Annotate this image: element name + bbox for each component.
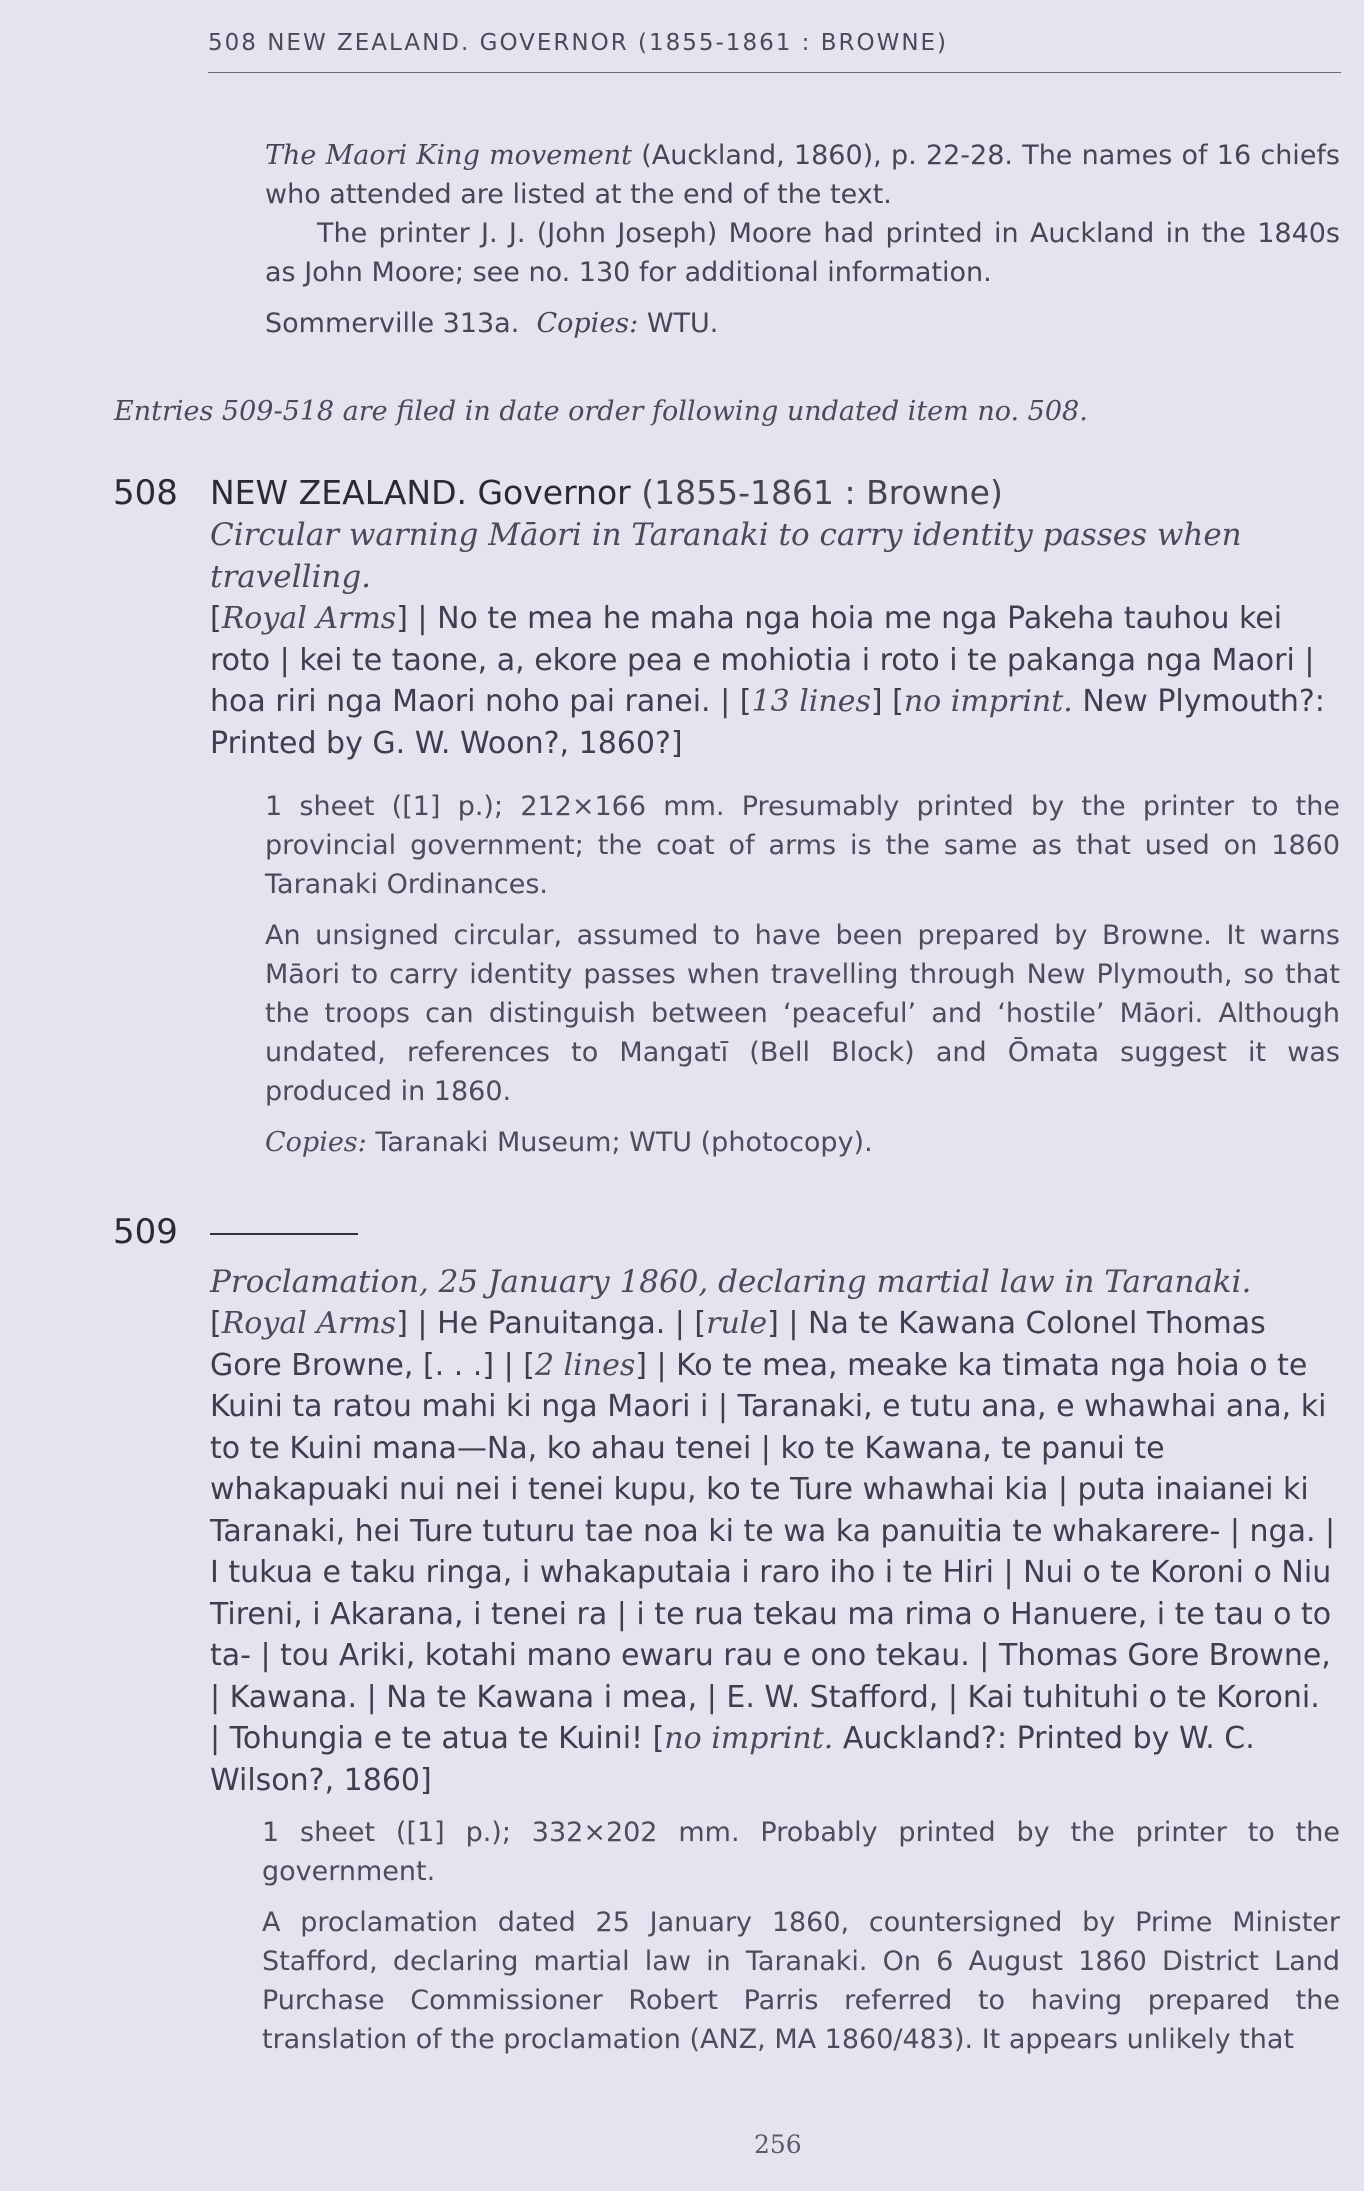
running-head: 508 NEW ZEALAND. GOVERNOR (1855-1861 : BROWNE)	[208, 30, 949, 56]
entry-509	[210, 1212, 1338, 1801]
entry-509-note: A proclamation dated 25 January 1860, countersigned by Prime Minister Stafford, declaring martial law in Taranaki. On 6 August 1860 District Land Purchase Commissioner Robert Parris referred to having prepared the translation of the proclamation (ANZ, MA 1860/483). It appears unlikely that	[262, 1907, 1340, 2055]
entry-508-note: An unsigned circular, assumed to have been prepared by Browne. It warns Māori to carry identity passes when travelling through New Plymouth, so that the troops can distinguish between ‘peaceful’ and ‘hostile’ Māori. Although undated, references to Mangatī (Bell Block) and Ōmata suggest it was produced in 1860.	[265, 920, 1340, 1107]
previous-entry-copies-label: Copies:	[536, 308, 639, 339]
previous-entry-source	[265, 136, 1340, 214]
transcript-run: [	[210, 1306, 222, 1341]
page-number: 256	[754, 2130, 802, 2159]
previous-entry-reference-line	[265, 304, 1340, 343]
entry-508-number: 508	[113, 473, 178, 513]
transcript-run: ] | No te mea he maha nga hoia me nga Pakeha tauhou kei roto | kei te taone, a, ekore pea e mohiotia i roto i te pakanga nga Maori | hoa riri nga Maori noho pai ranei. | [	[210, 601, 1315, 719]
repeated-heading-rule	[210, 1233, 358, 1235]
transcript-run: ] | Na te Kawana Colonel Thomas Gore Browne, [. . .] | [	[210, 1306, 1266, 1383]
transcript-run: no imprint.	[664, 1721, 834, 1756]
entry-508-heading	[210, 473, 1338, 512]
transcript-run: ] | Ko te mea, meake ka timata nga hoia o te Kuini ta ratou mahi ki nga Maori i | Taranaki, e tutu ana, e whawhai ana, ki to te Kuini mana—Na, ko ahau tenei | ko te Kawana, te panui te whakapuaki nui nei i tenei kupu, ko te Ture whawhai kia | puta inaianei ki Taranaki, hei Ture tuturu tae noa ki te wa ka panuitia te whakarere- | nga. | I tukua e taku ringa, i whakaputaia i raro iho i te Hiri | Nui o te Koroni o Niu Tireni, i Akarana, i tenei ra | i te rua tekau ma rima o Hanuere, i te tau o to ta- | tou Ariki, kotahi mano ewaru rau e ono tekau. | Thomas Gore Browne, | Kawana. | Na te Kawana i mea, | E. W. Stafford, | Kai tuhituhi o te Koroni. | Tohungia e te atua te Kuini! [	[210, 1347, 1336, 1756]
running-head-rule	[208, 72, 1341, 73]
previous-entry-reference: Sommerville 313a.	[265, 308, 520, 339]
entry-508-description	[265, 787, 1340, 1162]
previous-entry-title: The Maori King movement	[265, 140, 632, 171]
transcript-run: Royal Arms	[221, 601, 397, 636]
transcript-run: Royal Arms	[221, 1306, 397, 1341]
transcript-run: Auckland?: Printed by W. C. Wilson?, 1860]	[210, 1721, 1255, 1798]
transcript-run: no imprint.	[903, 684, 1073, 719]
entry-508-copies-label: Copies:	[265, 1127, 367, 1158]
filing-note: Entries 509-518 are filed in date order following undated item no. 508.	[114, 396, 1088, 427]
transcript-run: 13 lines	[751, 684, 871, 719]
transcript-run: New Plymouth?: Printed by G. W. Woon?, 1860?]	[210, 684, 1325, 761]
entry-508	[210, 473, 1338, 764]
transcript-run: ] | He Panuitanga. | [	[396, 1306, 707, 1341]
previous-entry-continuation	[265, 136, 1340, 343]
entry-509-heading	[210, 1212, 1338, 1251]
entry-508-copies-value: Taranaki Museum; WTU (photocopy).	[366, 1127, 873, 1158]
previous-entry-source-detail: (Auckland, 1860), p. 22-28. The names of 16 chiefs who attended are listed at the end of the text.	[265, 140, 1340, 210]
entry-509-description	[262, 1813, 1340, 2059]
entry-508-heading-period: (1855-1861 : Browne)	[630, 473, 1003, 512]
previous-entry-copies-value: WTU.	[638, 308, 719, 339]
entry-509-physical: 1 sheet ([1] p.); 332×202 mm. Probably printed by the printer to the government.	[262, 1817, 1340, 1887]
transcript-run: ] [	[870, 684, 904, 719]
previous-entry-printer-note: The printer J. J. (John Joseph) Moore had printed in Auckland in the 1840s as John Moore; see no. 130 for additional information.	[265, 218, 1340, 288]
transcript-run: [	[210, 601, 222, 636]
entry-508-title: Circular warning Māori in Taranaki to carry identity passes when travelling.	[210, 517, 1242, 595]
transcript-run: rule	[706, 1306, 768, 1341]
entry-508-physical: 1 sheet ([1] p.); 212×166 mm. Presumably printed by the printer to the provincial government; the coat of arms is the same as that used on 1860 Taranaki Ordinances.	[265, 791, 1340, 900]
entry-508-copies	[265, 1123, 1340, 1162]
entry-509-title: Proclamation, 25 January 1860, declaring martial law in Taranaki.	[210, 1264, 1252, 1300]
transcript-run: 2 lines	[534, 1347, 636, 1383]
entry-509-number: 509	[113, 1212, 178, 1252]
entry-509-transcript	[210, 1303, 1338, 1801]
entry-508-heading-main: NEW ZEALAND. Governor	[210, 473, 631, 512]
entry-508-transcript	[210, 598, 1338, 764]
